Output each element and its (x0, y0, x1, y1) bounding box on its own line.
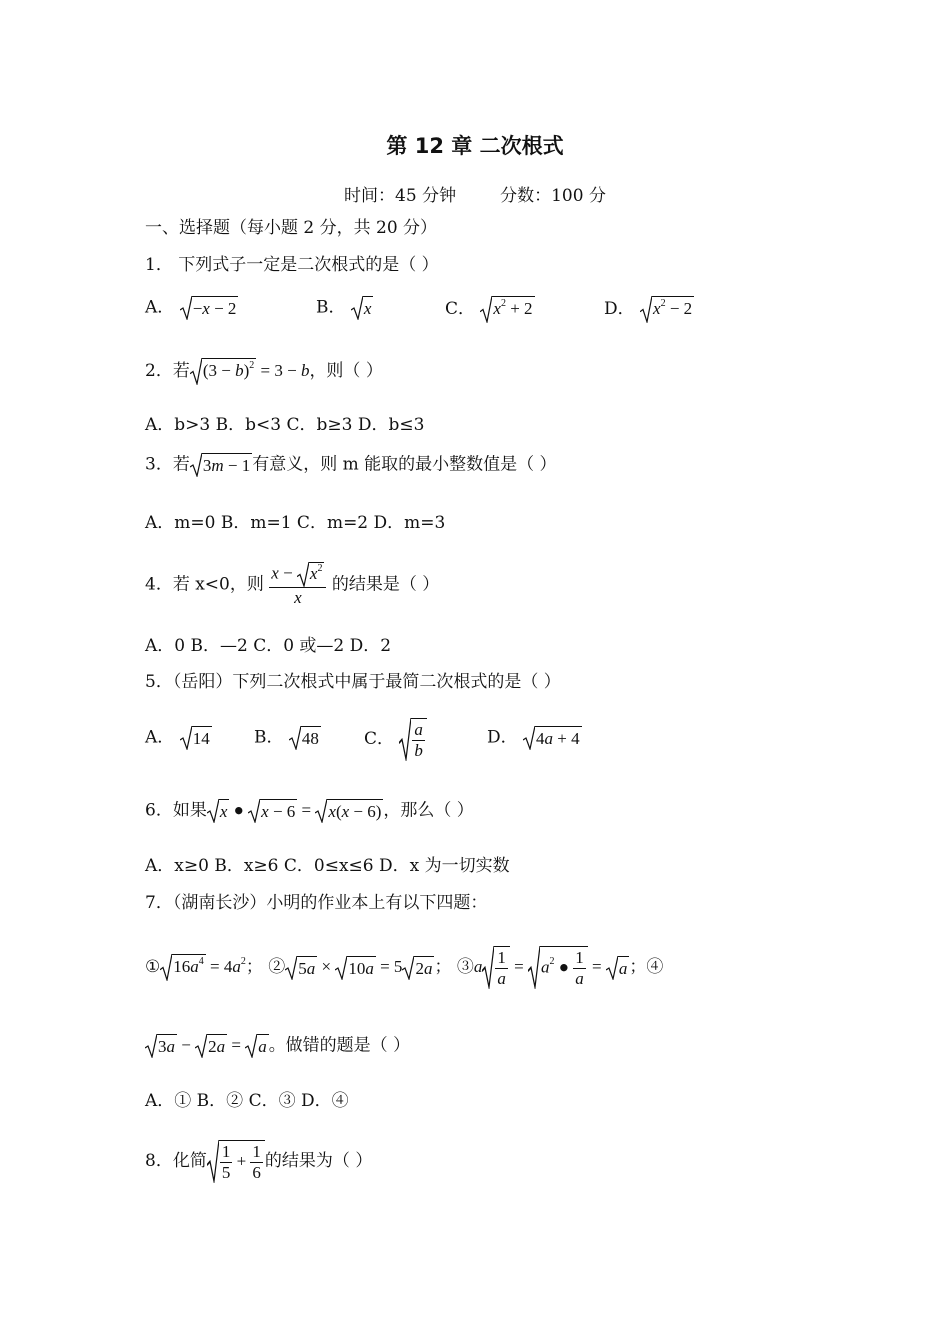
radical: $\frac{1}{5}$ + $\frac{1}{6}$ (207, 1140, 265, 1183)
radical: $x^2 - 2$ (640, 296, 694, 323)
page-title: 第 12 章 二次根式 (386, 134, 564, 158)
q3-stem: 3．若 3m − 1 有意义，则 m 能取的最小整数值是（ ） (145, 454, 557, 475)
q2-options: A．b>3 B．b<3 C．b≥3 D．b≤3 (145, 415, 425, 435)
q4-stem: 4．若 x<0，则 x − $x^2$ x 的结果是（ ） (145, 563, 440, 607)
q5-option-d: D． 4a + 4 (487, 727, 580, 748)
section-heading: 一、选择题（每小题 2 分，共 20 分） (145, 218, 438, 238)
q4-options: A．0 B．—2 C．0 或—2 D．2 (145, 636, 392, 656)
radical: 2a (402, 956, 434, 980)
q1-option-d: D． $x^2 - 2$ (604, 296, 694, 323)
radical: $\frac{a}{b}$ (399, 718, 427, 761)
radical: x (351, 296, 374, 320)
q6-stem: 6．如果 x ● x − 6 = x(x − 6) ，那么（ ） (145, 800, 474, 821)
radical: x (207, 799, 230, 823)
q1-option-b: B． x (316, 297, 372, 318)
q5-option-c: C． $\frac{a}{b}$ (364, 718, 427, 761)
radical: a (606, 956, 630, 980)
q2-stem: 2．若 $(3 - b)^2$ = 3 − b，则（ ） (145, 358, 383, 385)
q8-stem: 8．化简 $\frac{1}{5}$ + $\frac{1}{6}$ 的结果为（ ） (145, 1142, 373, 1182)
radical: $(3 - b)^2$ (190, 358, 256, 385)
radical: x(x − 6) (315, 799, 383, 823)
radical: 10a (335, 956, 376, 980)
fraction: x − $x^2$ x (269, 562, 326, 608)
radical: $16a^4$ (160, 954, 206, 981)
radical: $a^2$ ● $\frac{1}{a}$ (528, 946, 588, 989)
radical: 2a (195, 1034, 227, 1058)
time-info: 时间：45 分钟 (344, 186, 457, 206)
q3-options: A．m=0 B．m=1 C．m=2 D．m=3 (145, 513, 446, 533)
q6-options: A．x≥0 B．x≥6 C．0≤x≤6 D．x 为一切实数 (145, 856, 510, 876)
q1-option-c: C． $x^2 + 2$ (445, 296, 535, 323)
radical: −x − 2 (180, 296, 239, 320)
radical: a (245, 1034, 269, 1058)
radical: 4a + 4 (523, 726, 582, 750)
q5-stem: 5．（岳阳）下列二次根式中属于最简二次根式的是（ ） (145, 672, 561, 692)
q5-option-b: B． 48 (254, 727, 319, 748)
q1-option-a: A． −x − 2 (145, 297, 237, 318)
radical: 48 (289, 726, 321, 750)
q7-stem: 7．（湖南长沙）小明的作业本上有以下四题： (145, 893, 488, 913)
q1-stem: 1． 下列式子一定是二次根式的是（ ） (145, 255, 439, 275)
radical: 14 (180, 726, 212, 750)
radical: $x^2 + 2$ (480, 296, 534, 323)
q7-items: ① $16a^4$ = $4a^2$； ② 5a × 10a = 5 2a ； ③a $\frac{1}{a}$ = $a^2$ ● $\frac{1}{a}$ = a ；④ (145, 948, 664, 988)
radical: 3m − 1 (190, 453, 252, 477)
q7-options: A．① B．② C．③ D．④ (145, 1091, 349, 1111)
score-info: 分数：100 分 (500, 186, 606, 206)
q7-item4: 3a − 2a = a 。做错的题是（ ） (145, 1034, 410, 1058)
radical: $\frac{1}{a}$ (482, 946, 510, 989)
exam-info (0, 181, 950, 206)
radical: 5a (285, 956, 317, 980)
radical: $x^2$ (297, 562, 325, 587)
radical: 3a (145, 1034, 177, 1058)
q5-option-a: A． 14 (145, 727, 210, 748)
radical: x − 6 (248, 799, 297, 823)
